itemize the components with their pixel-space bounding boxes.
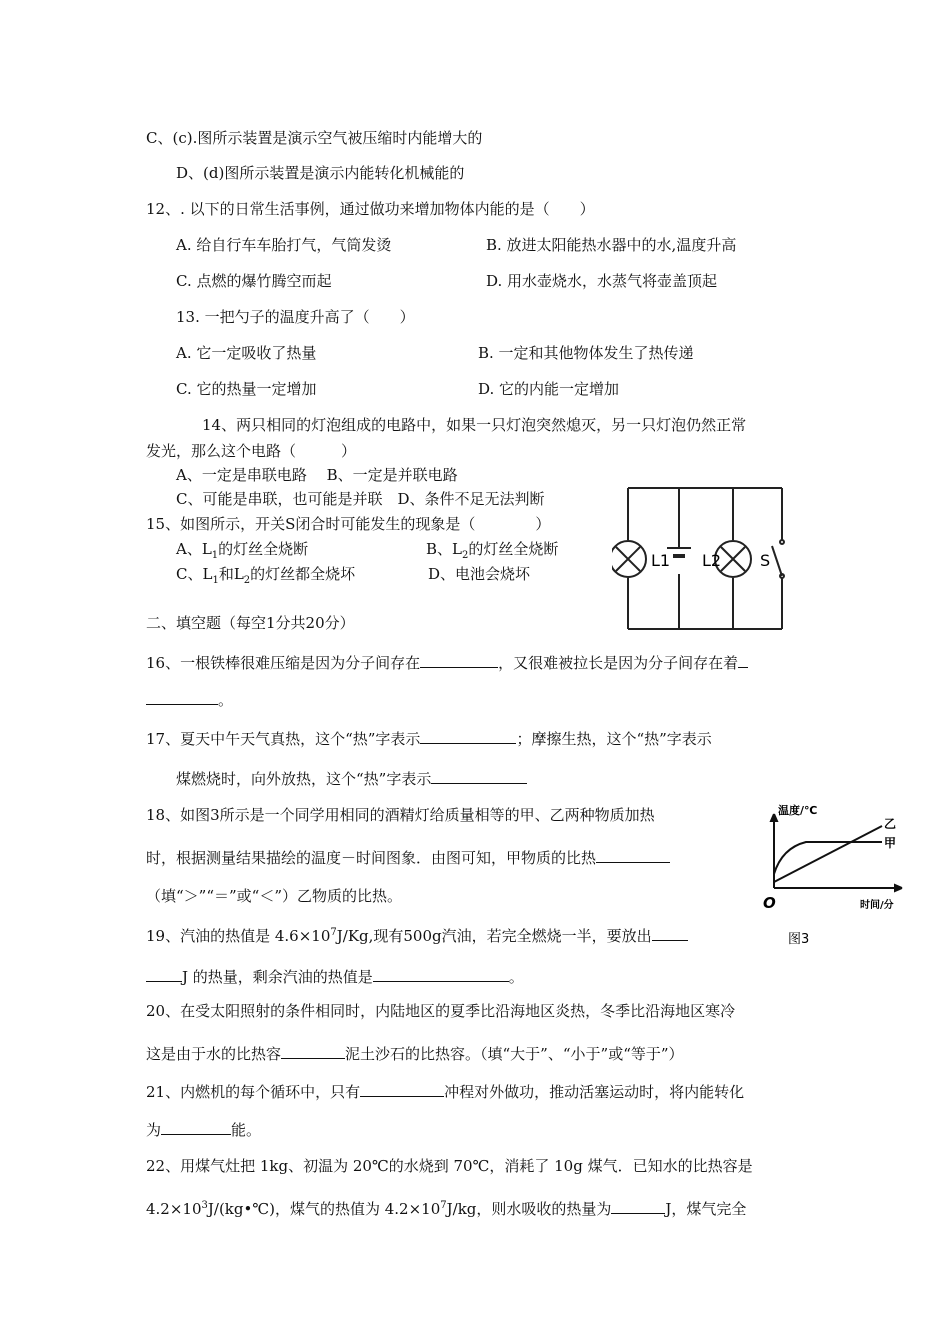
q15-option-c: C、$L_1$和$L_2$的灯丝都全烧坏 (176, 565, 356, 586)
graph-label-yi: 乙 (884, 817, 897, 831)
lamp-l1-icon (612, 541, 646, 577)
battery-icon (667, 548, 691, 556)
q21-line2: 为 能。 (146, 1118, 261, 1140)
q13-option-c: C. 它的热量一定增加 (176, 380, 317, 398)
q15-stem: 15、如图所示，开关S闭合时可能发生的现象是（ ） (146, 515, 551, 533)
q13-option-a: A. 它一定吸收了热量 (176, 344, 317, 362)
q17-line2: 煤燃烧时，向外放热，这个“热”字表示 (176, 767, 527, 789)
circuit-diagram (612, 478, 794, 638)
section-2-heading: 二、填空题（每空1分共20分） (146, 614, 355, 632)
graph-y-label: 温度/℃ (778, 804, 818, 817)
q12-option-b: B. 放进太阳能热水器中的水,温度升高 (486, 236, 737, 254)
switch-icon (772, 540, 784, 578)
q12-stem: 12、. 以下的日常生活事例，通过做功来增加物体内能的是（ ） (146, 200, 595, 218)
q22-line1: 22、用煤气灶把 1kg、初温为 20℃的水烧到 70℃，消耗了 10g 煤气．已知水的比热容是 (146, 1157, 753, 1175)
graph-label-jia: 甲 (884, 836, 897, 850)
q14-options-ab: A、一定是串联电路 B、一定是并联电路 (176, 466, 458, 484)
q20-line1: 20、在受太阳照射的条件相同时，内陆地区的夏季比沿海地区炎热，冬季比沿海地区寒冷 (146, 1002, 736, 1020)
graph-x-label: 时间/分 (860, 900, 894, 911)
q16-line1: 16、一根铁棒很难压缩是因为分子间存在 ，又很难被拉长是因为分子间存在着 (146, 651, 748, 673)
q14-options-cd: C、可能是串联，也可能是并联 D、条件不足无法判断 (176, 490, 545, 508)
q18-line3: （填“＞”“＝”或“＜”）乙物质的比热。 (146, 887, 403, 905)
q13-option-d: D. 它的内能一定增加 (478, 380, 620, 398)
q15-option-a: A、$L_1$的灯丝全烧断 (176, 540, 309, 561)
series-yi-line (774, 826, 882, 882)
q22-line2: $4.2\times 10^3J/(kg•℃)$，煤气的热值为 $4.2\times 10^7J/kg$，则水吸收的热量为 J，煤气完全 (146, 1196, 746, 1219)
q13-stem: 13. 一把勺子的温度升高了（ ） (176, 308, 415, 326)
q15-option-b: B、$L_2$的灯丝全烧断 (426, 540, 559, 561)
label-l1: L1 (651, 551, 671, 570)
q19-line2: J 的热量，剩余汽油的热值是 。 (146, 965, 524, 987)
q12-option-c: C. 点燃的爆竹腾空而起 (176, 272, 332, 290)
q13-option-b: B. 一定和其他物体发生了热传递 (478, 344, 694, 362)
q12-option-d: D. 用水壶烧水，水蒸气将壶盖顶起 (486, 272, 718, 290)
q11-option-c: C、(c).图所示装置是演示空气被压缩时内能增大的 (146, 129, 483, 147)
q17-line1: 17、夏天中午天气真热，这个“热”字表示 ；摩擦生热，这个“热”字表示 (146, 727, 712, 749)
figure-caption: 图3 (788, 932, 810, 947)
q16-line2: 。 (146, 688, 233, 710)
q15-option-d: D、电池会烧坏 (428, 565, 531, 583)
q12-option-a: A. 给自行车车胎打气，气筒发烫 (176, 236, 392, 254)
q20-line2: 这是由于水的比热容 泥土沙石的比热容。（填“大于”、“小于”或“等于”） (146, 1042, 684, 1064)
graph-origin: O (763, 894, 776, 912)
q11-option-d: D、(d)图所示装置是演示内能转化机械能的 (176, 164, 465, 182)
q19-line1: 19、汽油的热值是 $4.6\times 10^7J/Kg$,现有500g汽油，若完全燃烧一半，要放出 (146, 923, 688, 946)
label-s: S (760, 551, 771, 570)
label-l2: L2 (702, 551, 722, 570)
q18-line2: 时，根据测量结果描绘的温度－时间图象．由图可知，甲物质的比热 (146, 846, 670, 868)
q21-line1: 21、内燃机的每个循环中，只有 冲程对外做功，推动活塞运动时，将内能转化 (146, 1080, 744, 1102)
q18-line1: 18、如图3所示是一个同学用相同的酒精灯给质量相等的甲、乙两种物质加热 (146, 806, 655, 824)
temperature-time-graph (760, 796, 912, 952)
series-jia-line (774, 842, 882, 874)
q14-stem-line1: 14、两只相同的灯泡组成的电路中，如果一只灯泡突然熄灭，另一只灯泡仍然正常 (202, 416, 747, 434)
q14-stem-line2: 发光，那么这个电路（ ） (146, 442, 357, 460)
